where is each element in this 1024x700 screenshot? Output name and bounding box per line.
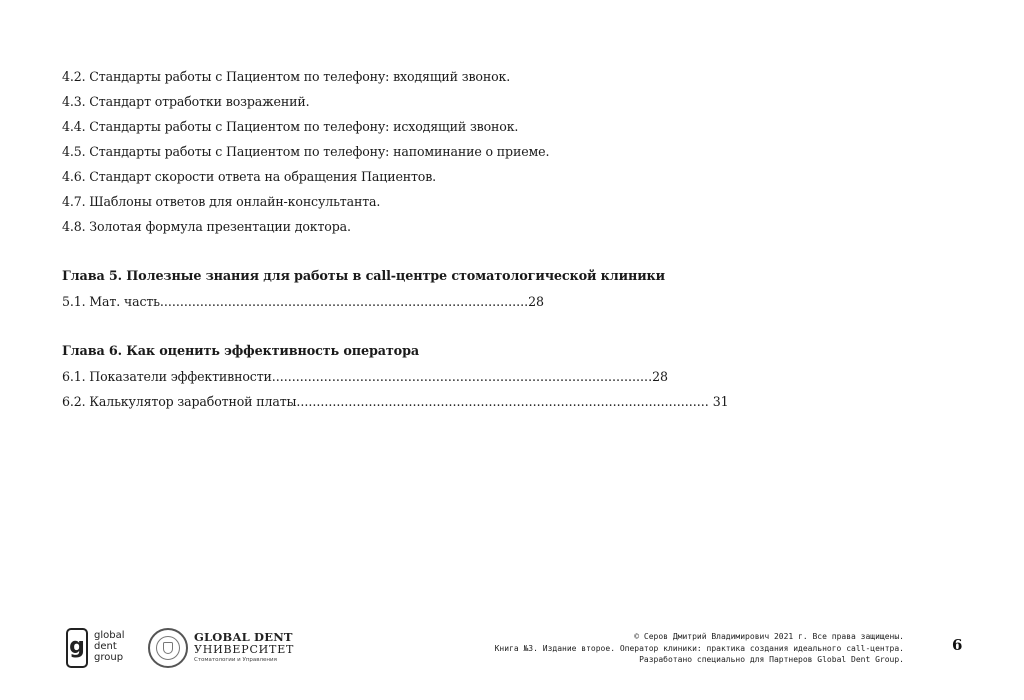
toc-item: 4.2. Стандарты работы с Пациентом по телефону: входящий звонок. [62,69,511,84]
global-dent-university-logo [148,626,295,672]
toc-item: 4.3. Стандарт отработки возражений. [62,94,310,109]
toc-item: 4.4. Стандарты работы с Пациентом по телефону: исходящий звонок. [62,119,519,134]
toc-leader-dots: ............................................................................................ [159,294,529,309]
toc-item: 4.5. Стандарты работы с Пациентом по телефону: напоминание о приеме. [62,144,550,159]
global-dent-group-logo [66,626,146,672]
toc-entry-6-2 [62,389,762,414]
university-seal-icon [148,628,188,668]
chapter-5-heading: Глава 5. Полезные знания для работы в call-центре стоматологической клиники [62,269,665,284]
toc-entry-label: 6.1. Показатели эффективности [62,369,272,384]
university-title: GLOBAL DENT [194,630,293,644]
gdg-logo-icon [66,628,88,668]
toc-page-number: 31 [712,394,729,409]
toc-item: 4.7. Шаблоны ответов для онлайн-консультанта. [62,194,381,209]
copyright-line: Разработано специально для Партнеров Global Dent Group. [639,655,904,664]
toc-entry-6-1 [62,364,762,389]
toc-entry-5-1 [62,289,762,314]
table-of-contents [62,64,762,414]
gdg-logo-line: dent [94,641,117,652]
seal-inner-ring [156,636,180,660]
seal-shield-icon [163,642,173,654]
toc-item: 4.6. Стандарт скорости ответа на обращения Пациентов. [62,169,437,184]
copyright-line: Книга №3. Издание второе. Оператор клиники: практика создания идеального call-центра. [494,643,904,653]
copyright-line: © Серов Дмитрий Владимирович 2021 г. Все права защищены. [634,632,904,641]
footer-copyright [495,631,904,666]
toc-entry-label: 6.2. Калькулятор заработной платы [62,394,297,409]
university-tagline: Стоматологии и Управления [194,657,277,663]
university-subtitle: УНИВЕРСИТЕТ [194,643,295,656]
toc-item: 4.8. Золотая формула презентации доктора. [62,219,351,234]
toc-leader-dots: ....................................................................................................... [296,394,713,409]
toc-entry-label: 5.1. Мат. часть [62,294,160,309]
gdg-logo-glyph: g [69,634,85,659]
chapter-6-heading: Глава 6. Как оценить эффективность оператора [62,344,420,359]
gdg-logo-text [94,630,144,663]
page-number: 6 [952,636,963,654]
toc-page-number: 28 [652,369,668,384]
toc-leader-dots: ............................................................................................... [271,369,653,384]
gdg-logo-line: global [94,630,125,641]
gdg-logo-line: group [94,652,124,663]
toc-page-number: 28 [528,294,544,309]
